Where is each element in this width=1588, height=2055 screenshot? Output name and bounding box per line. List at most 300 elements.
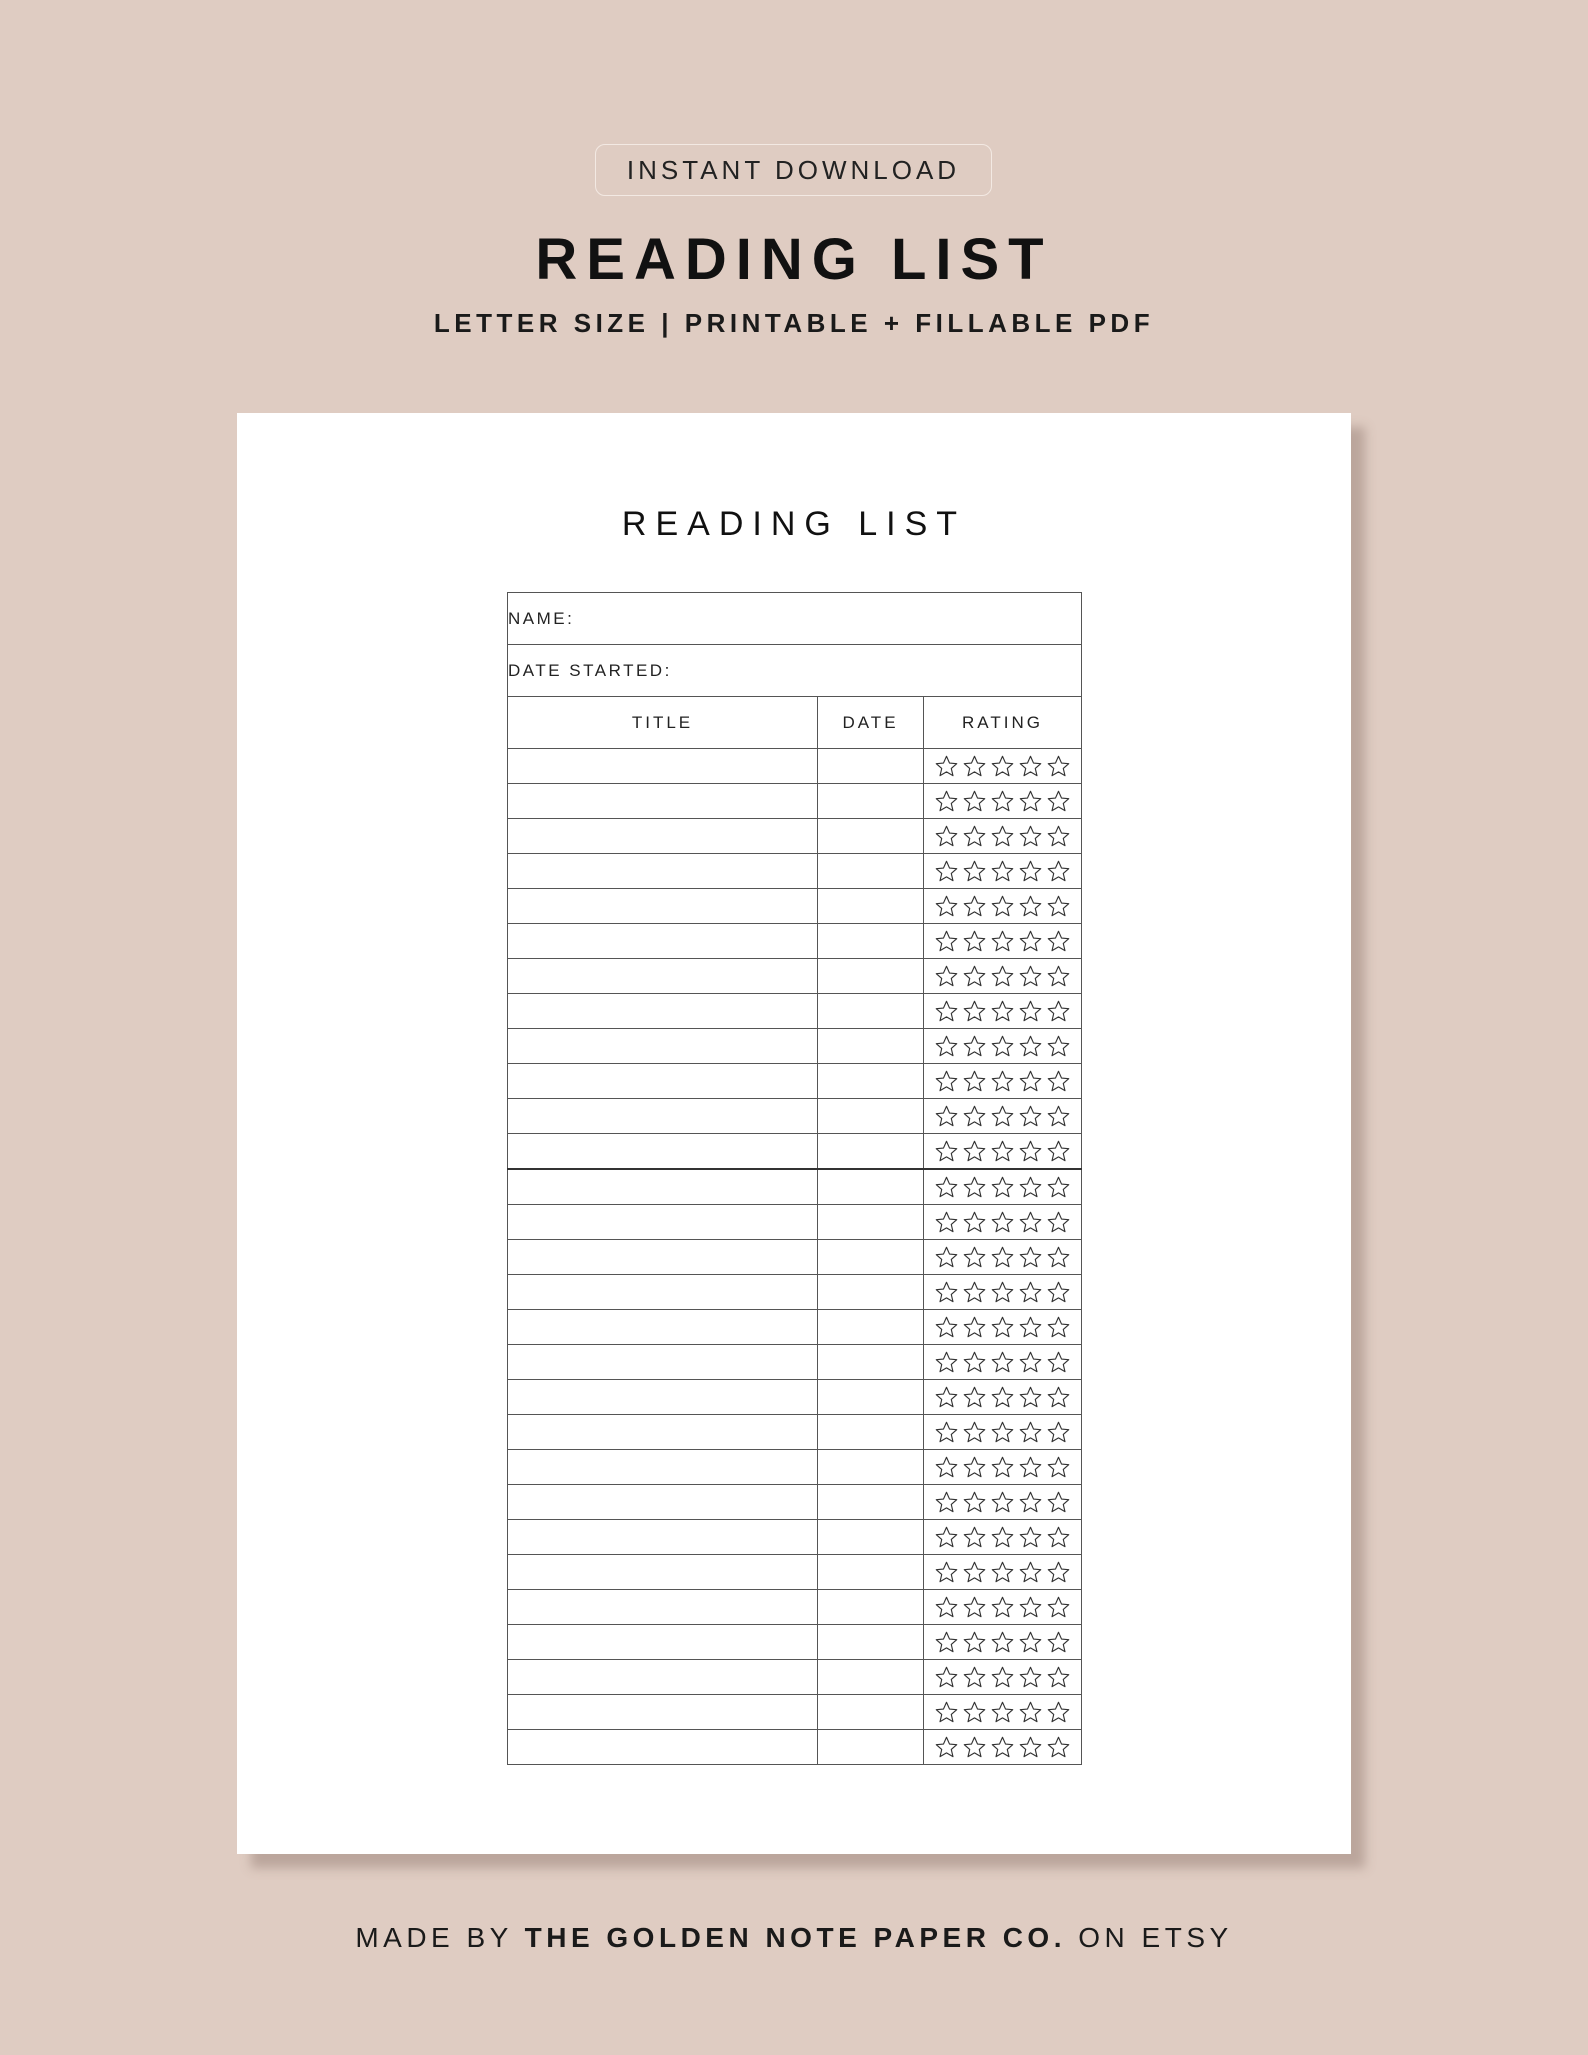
star-outline-icon[interactable] (962, 824, 987, 849)
date-cell[interactable] (818, 924, 924, 959)
star-outline-icon[interactable] (1018, 1245, 1043, 1270)
star-outline-icon[interactable] (990, 859, 1015, 884)
star-outline-icon[interactable] (990, 1034, 1015, 1059)
star-outline-icon[interactable] (1046, 1139, 1071, 1164)
rating-cell (924, 959, 1082, 994)
star-outline-icon[interactable] (990, 1525, 1015, 1550)
star-outline-icon[interactable] (934, 1385, 959, 1410)
star-outline-icon[interactable] (934, 1280, 959, 1305)
title-cell[interactable] (508, 1169, 818, 1205)
star-outline-icon[interactable] (1046, 1315, 1071, 1340)
title-cell[interactable] (508, 1064, 818, 1099)
title-cell[interactable] (508, 1660, 818, 1695)
star-outline-icon[interactable] (990, 824, 1015, 849)
date-cell[interactable] (818, 1275, 924, 1310)
star-rating[interactable] (924, 894, 1081, 919)
star-outline-icon[interactable] (1046, 1245, 1071, 1270)
title-cell[interactable] (508, 1310, 818, 1345)
date-cell[interactable] (818, 1240, 924, 1275)
star-outline-icon[interactable] (1018, 999, 1043, 1024)
title-cell[interactable] (508, 1380, 818, 1415)
star-rating[interactable] (924, 1455, 1081, 1480)
date-started-field[interactable] (508, 645, 1082, 697)
star-rating[interactable] (924, 754, 1081, 779)
table-row (508, 959, 1082, 994)
rating-cell (924, 1345, 1082, 1380)
name-row (508, 593, 1082, 645)
star-outline-icon[interactable] (1046, 1280, 1071, 1305)
star-outline-icon[interactable] (934, 1490, 959, 1515)
star-rating[interactable] (924, 999, 1081, 1024)
star-outline-icon[interactable] (1018, 1280, 1043, 1305)
table-row (508, 784, 1082, 819)
date-cell[interactable] (818, 1380, 924, 1415)
star-outline-icon[interactable] (934, 789, 959, 814)
rating-cell (924, 1064, 1082, 1099)
date-cell[interactable] (818, 1555, 924, 1590)
instant-download-badge (595, 144, 992, 196)
star-outline-icon[interactable] (962, 1630, 987, 1655)
star-outline-icon[interactable] (990, 1385, 1015, 1410)
footer-prefix: MADE BY (355, 1922, 525, 1953)
star-outline-icon[interactable] (934, 964, 959, 989)
star-outline-icon[interactable] (934, 1595, 959, 1620)
date-cell[interactable] (818, 854, 924, 889)
star-outline-icon[interactable] (1018, 754, 1043, 779)
title-cell[interactable] (508, 1275, 818, 1310)
star-outline-icon[interactable] (1018, 1490, 1043, 1515)
table-row (508, 1240, 1082, 1275)
rating-cell (924, 1695, 1082, 1730)
star-outline-icon[interactable] (990, 1420, 1015, 1445)
star-outline-icon[interactable] (1046, 1490, 1071, 1515)
star-outline-icon[interactable] (962, 1069, 987, 1094)
star-outline-icon[interactable] (1018, 789, 1043, 814)
star-outline-icon[interactable] (1046, 754, 1071, 779)
star-rating[interactable] (924, 859, 1081, 884)
star-outline-icon[interactable] (990, 1210, 1015, 1235)
star-outline-icon[interactable] (934, 754, 959, 779)
title-cell[interactable] (508, 1415, 818, 1450)
rating-cell (924, 924, 1082, 959)
rating-cell (924, 1450, 1082, 1485)
star-outline-icon[interactable] (1046, 824, 1071, 849)
star-rating[interactable] (924, 1350, 1081, 1375)
table-row (508, 1695, 1082, 1730)
star-outline-icon[interactable] (1046, 1104, 1071, 1129)
star-outline-icon[interactable] (962, 1175, 987, 1200)
star-outline-icon[interactable] (1046, 1385, 1071, 1410)
table-row (508, 889, 1082, 924)
star-outline-icon[interactable] (934, 1210, 959, 1235)
star-rating[interactable] (924, 1560, 1081, 1585)
star-rating[interactable] (924, 1630, 1081, 1655)
star-outline-icon[interactable] (962, 1595, 987, 1620)
date-started-label: DATE STARTED: (508, 660, 672, 680)
rating-cell (924, 1275, 1082, 1310)
star-outline-icon[interactable] (962, 789, 987, 814)
rating-cell (924, 1660, 1082, 1695)
date-cell[interactable] (818, 1345, 924, 1380)
star-outline-icon[interactable] (1046, 1665, 1071, 1690)
title-cell[interactable] (508, 1625, 818, 1660)
title-cell[interactable] (508, 1240, 818, 1275)
date-cell[interactable] (818, 784, 924, 819)
star-outline-icon[interactable] (1046, 1069, 1071, 1094)
page-title: READING LIST (535, 227, 1053, 292)
star-outline-icon[interactable] (934, 894, 959, 919)
star-outline-icon[interactable] (962, 1350, 987, 1375)
star-outline-icon[interactable] (990, 1630, 1015, 1655)
star-outline-icon[interactable] (962, 1104, 987, 1129)
star-outline-icon[interactable] (1046, 999, 1071, 1024)
table-row (508, 1415, 1082, 1450)
star-rating[interactable] (924, 1104, 1081, 1129)
date-column-header: DATE (818, 697, 924, 749)
rating-cell (924, 1555, 1082, 1590)
star-outline-icon[interactable] (1018, 1630, 1043, 1655)
table-row (508, 1205, 1082, 1240)
star-rating[interactable] (924, 1700, 1081, 1725)
title-cell[interactable] (508, 1555, 818, 1590)
table-row (508, 819, 1082, 854)
star-outline-icon[interactable] (1018, 1069, 1043, 1094)
rating-cell (924, 1029, 1082, 1064)
star-outline-icon[interactable] (962, 929, 987, 954)
star-outline-icon[interactable] (1046, 1455, 1071, 1480)
title-cell[interactable] (508, 1134, 818, 1170)
star-outline-icon[interactable] (934, 1034, 959, 1059)
table-row (508, 1380, 1082, 1415)
star-rating[interactable] (924, 1420, 1081, 1445)
rating-column-header: RATING (924, 697, 1082, 749)
date-started-row (508, 645, 1082, 697)
star-outline-icon[interactable] (1018, 1700, 1043, 1725)
sheet-title: READING LIST (621, 505, 967, 543)
title-cell[interactable] (508, 784, 818, 819)
date-cell[interactable] (818, 1450, 924, 1485)
star-outline-icon[interactable] (962, 1560, 987, 1585)
star-outline-icon[interactable] (1018, 1735, 1043, 1760)
title-cell[interactable] (508, 749, 818, 784)
title-cell[interactable] (508, 1205, 818, 1240)
date-cell[interactable] (818, 1029, 924, 1064)
star-outline-icon[interactable] (990, 894, 1015, 919)
star-rating[interactable] (924, 1280, 1081, 1305)
rating-cell (924, 994, 1082, 1029)
star-outline-icon[interactable] (934, 1245, 959, 1270)
star-outline-icon[interactable] (934, 1525, 959, 1550)
star-outline-icon[interactable] (1018, 1315, 1043, 1340)
table-row (508, 1064, 1082, 1099)
date-cell[interactable] (818, 819, 924, 854)
rating-cell (924, 1205, 1082, 1240)
footer-suffix: ON ETSY (1065, 1922, 1233, 1953)
badge-label: INSTANT DOWNLOAD (626, 154, 961, 185)
title-cell[interactable] (508, 1099, 818, 1134)
page-subtitle: LETTER SIZE | PRINTABLE + FILLABLE PDF (433, 308, 1155, 338)
star-outline-icon[interactable] (1018, 1175, 1043, 1200)
star-rating[interactable] (924, 1490, 1081, 1515)
star-outline-icon[interactable] (1018, 1385, 1043, 1410)
star-outline-icon[interactable] (934, 1560, 959, 1585)
star-rating[interactable] (924, 1210, 1081, 1235)
star-outline-icon[interactable] (1046, 1210, 1071, 1235)
star-outline-icon[interactable] (1046, 789, 1071, 814)
star-outline-icon[interactable] (1046, 1595, 1071, 1620)
star-outline-icon[interactable] (1046, 964, 1071, 989)
star-outline-icon[interactable] (962, 999, 987, 1024)
star-rating[interactable] (924, 1175, 1081, 1200)
star-rating[interactable] (924, 1315, 1081, 1340)
star-outline-icon[interactable] (1018, 894, 1043, 919)
star-outline-icon[interactable] (1018, 964, 1043, 989)
star-outline-icon[interactable] (990, 929, 1015, 954)
star-outline-icon[interactable] (1046, 1350, 1071, 1375)
date-cell[interactable] (818, 749, 924, 784)
star-outline-icon[interactable] (990, 1069, 1015, 1094)
star-outline-icon[interactable] (934, 824, 959, 849)
footer-credit (0, 1922, 1588, 1954)
star-outline-icon[interactable] (990, 1490, 1015, 1515)
star-rating[interactable] (924, 1385, 1081, 1410)
star-outline-icon[interactable] (962, 1490, 987, 1515)
star-outline-icon[interactable] (962, 1525, 987, 1550)
date-cell[interactable] (818, 1695, 924, 1730)
star-outline-icon[interactable] (962, 859, 987, 884)
star-outline-icon[interactable] (990, 1560, 1015, 1585)
date-cell[interactable] (818, 1730, 924, 1765)
star-outline-icon[interactable] (962, 1245, 987, 1270)
title-cell[interactable] (508, 889, 818, 924)
rating-cell (924, 1485, 1082, 1520)
star-outline-icon[interactable] (962, 754, 987, 779)
table-row (508, 1590, 1082, 1625)
star-outline-icon[interactable] (990, 1315, 1015, 1340)
star-outline-icon[interactable] (962, 1034, 987, 1059)
star-outline-icon[interactable] (934, 1069, 959, 1094)
table-row (508, 1029, 1082, 1064)
date-cell[interactable] (818, 1134, 924, 1170)
star-outline-icon[interactable] (962, 1280, 987, 1305)
table-row (508, 1345, 1082, 1380)
star-outline-icon[interactable] (962, 1665, 987, 1690)
title-cell[interactable] (508, 1695, 818, 1730)
star-outline-icon[interactable] (990, 1139, 1015, 1164)
star-outline-icon[interactable] (1018, 1595, 1043, 1620)
star-outline-icon[interactable] (934, 1455, 959, 1480)
title-cell[interactable] (508, 1520, 818, 1555)
star-rating[interactable] (924, 1595, 1081, 1620)
star-outline-icon[interactable] (1018, 1455, 1043, 1480)
star-outline-icon[interactable] (990, 1245, 1015, 1270)
star-outline-icon[interactable] (1018, 824, 1043, 849)
title-cell[interactable] (508, 854, 818, 889)
star-outline-icon[interactable] (962, 1210, 987, 1235)
title-cell[interactable] (508, 1450, 818, 1485)
star-outline-icon[interactable] (1018, 1210, 1043, 1235)
title-cell[interactable] (508, 994, 818, 1029)
title-column-header: TITLE (508, 697, 818, 749)
title-cell[interactable] (508, 1029, 818, 1064)
table-row (508, 1555, 1082, 1590)
name-label: NAME: (508, 608, 575, 628)
star-outline-icon[interactable] (962, 1139, 987, 1164)
rating-cell (924, 1310, 1082, 1345)
star-rating[interactable] (924, 1069, 1081, 1094)
star-outline-icon[interactable] (990, 1700, 1015, 1725)
star-outline-icon[interactable] (1046, 859, 1071, 884)
star-rating[interactable] (924, 929, 1081, 954)
rating-cell (924, 889, 1082, 924)
star-outline-icon[interactable] (990, 754, 1015, 779)
star-outline-icon[interactable] (934, 1139, 959, 1164)
rating-cell (924, 749, 1082, 784)
star-outline-icon[interactable] (962, 964, 987, 989)
rating-cell (924, 784, 1082, 819)
star-outline-icon[interactable] (990, 1595, 1015, 1620)
star-outline-icon[interactable] (934, 999, 959, 1024)
title-cell[interactable] (508, 959, 818, 994)
star-rating[interactable] (924, 1034, 1081, 1059)
star-outline-icon[interactable] (934, 1420, 959, 1445)
star-outline-icon[interactable] (1018, 1420, 1043, 1445)
star-outline-icon[interactable] (934, 1175, 959, 1200)
star-outline-icon[interactable] (990, 1735, 1015, 1760)
rating-cell (924, 819, 1082, 854)
rating-cell (924, 1099, 1082, 1134)
star-outline-icon[interactable] (1046, 1700, 1071, 1725)
star-outline-icon[interactable] (1046, 1420, 1071, 1445)
rating-cell (924, 1520, 1082, 1555)
star-outline-icon[interactable] (934, 1315, 959, 1340)
rating-cell (924, 854, 1082, 889)
star-outline-icon[interactable] (934, 1735, 959, 1760)
date-cell[interactable] (818, 1205, 924, 1240)
star-outline-icon[interactable] (1046, 1630, 1071, 1655)
table-row (508, 924, 1082, 959)
star-rating[interactable] (924, 1735, 1081, 1760)
table-row (508, 1730, 1082, 1765)
star-outline-icon[interactable] (962, 1420, 987, 1445)
star-outline-icon[interactable] (990, 1104, 1015, 1129)
star-outline-icon[interactable] (934, 1700, 959, 1725)
star-outline-icon[interactable] (990, 789, 1015, 814)
name-field[interactable] (508, 593, 1082, 645)
star-outline-icon[interactable] (1018, 1350, 1043, 1375)
printable-sheet (237, 413, 1351, 1854)
star-rating[interactable] (924, 1665, 1081, 1690)
rating-cell (924, 1415, 1082, 1450)
star-outline-icon[interactable] (962, 1735, 987, 1760)
star-outline-icon[interactable] (962, 1315, 987, 1340)
title-cell[interactable] (508, 1485, 818, 1520)
star-outline-icon[interactable] (1018, 1034, 1043, 1059)
star-outline-icon[interactable] (990, 1455, 1015, 1480)
star-outline-icon[interactable] (962, 1455, 987, 1480)
date-cell[interactable] (818, 1415, 924, 1450)
star-outline-icon[interactable] (962, 894, 987, 919)
star-outline-icon[interactable] (1018, 1560, 1043, 1585)
table-row (508, 749, 1082, 784)
star-outline-icon[interactable] (1046, 1735, 1071, 1760)
date-cell[interactable] (818, 1169, 924, 1205)
date-cell[interactable] (818, 1099, 924, 1134)
table-row (508, 854, 1082, 889)
star-outline-icon[interactable] (1046, 1175, 1071, 1200)
star-rating[interactable] (924, 1525, 1081, 1550)
star-outline-icon[interactable] (1018, 1665, 1043, 1690)
star-outline-icon[interactable] (934, 1630, 959, 1655)
title-cell[interactable] (508, 819, 818, 854)
star-outline-icon[interactable] (1018, 1525, 1043, 1550)
date-cell[interactable] (818, 1625, 924, 1660)
star-rating[interactable] (924, 1139, 1081, 1164)
star-outline-icon[interactable] (962, 1700, 987, 1725)
date-cell[interactable] (818, 1485, 924, 1520)
star-outline-icon[interactable] (990, 1175, 1015, 1200)
star-outline-icon[interactable] (990, 999, 1015, 1024)
star-outline-icon[interactable] (990, 1350, 1015, 1375)
date-cell[interactable] (818, 994, 924, 1029)
rating-cell (924, 1240, 1082, 1275)
date-cell[interactable] (818, 1064, 924, 1099)
date-cell[interactable] (818, 1660, 924, 1695)
star-outline-icon[interactable] (1018, 859, 1043, 884)
star-outline-icon[interactable] (1046, 1525, 1071, 1550)
table-row (508, 994, 1082, 1029)
star-rating[interactable] (924, 824, 1081, 849)
table-row (508, 1310, 1082, 1345)
title-cell[interactable] (508, 1730, 818, 1765)
rating-cell (924, 1169, 1082, 1205)
date-cell[interactable] (818, 959, 924, 994)
star-outline-icon[interactable] (1046, 1560, 1071, 1585)
star-outline-icon[interactable] (1018, 1139, 1043, 1164)
star-outline-icon[interactable] (990, 964, 1015, 989)
star-outline-icon[interactable] (962, 1385, 987, 1410)
star-rating[interactable] (924, 789, 1081, 814)
star-outline-icon[interactable] (934, 929, 959, 954)
table-row (508, 1450, 1082, 1485)
table-row (508, 1660, 1082, 1695)
star-outline-icon[interactable] (1046, 929, 1071, 954)
star-outline-icon[interactable] (1046, 1034, 1071, 1059)
date-cell[interactable] (818, 1310, 924, 1345)
star-rating[interactable] (924, 964, 1081, 989)
star-outline-icon[interactable] (1018, 1104, 1043, 1129)
rating-cell (924, 1380, 1082, 1415)
date-cell[interactable] (818, 1590, 924, 1625)
star-outline-icon[interactable] (1046, 894, 1071, 919)
star-outline-icon[interactable] (990, 1280, 1015, 1305)
star-outline-icon[interactable] (934, 1350, 959, 1375)
star-rating[interactable] (924, 1245, 1081, 1270)
title-cell[interactable] (508, 1590, 818, 1625)
date-cell[interactable] (818, 889, 924, 924)
table-row (508, 1275, 1082, 1310)
star-outline-icon[interactable] (934, 859, 959, 884)
star-outline-icon[interactable] (934, 1104, 959, 1129)
rating-cell (924, 1730, 1082, 1765)
date-cell[interactable] (818, 1520, 924, 1555)
title-cell[interactable] (508, 1345, 818, 1380)
star-outline-icon[interactable] (990, 1665, 1015, 1690)
title-cell[interactable] (508, 924, 818, 959)
star-outline-icon[interactable] (1018, 929, 1043, 954)
table-row (508, 1169, 1082, 1205)
star-outline-icon[interactable] (934, 1665, 959, 1690)
